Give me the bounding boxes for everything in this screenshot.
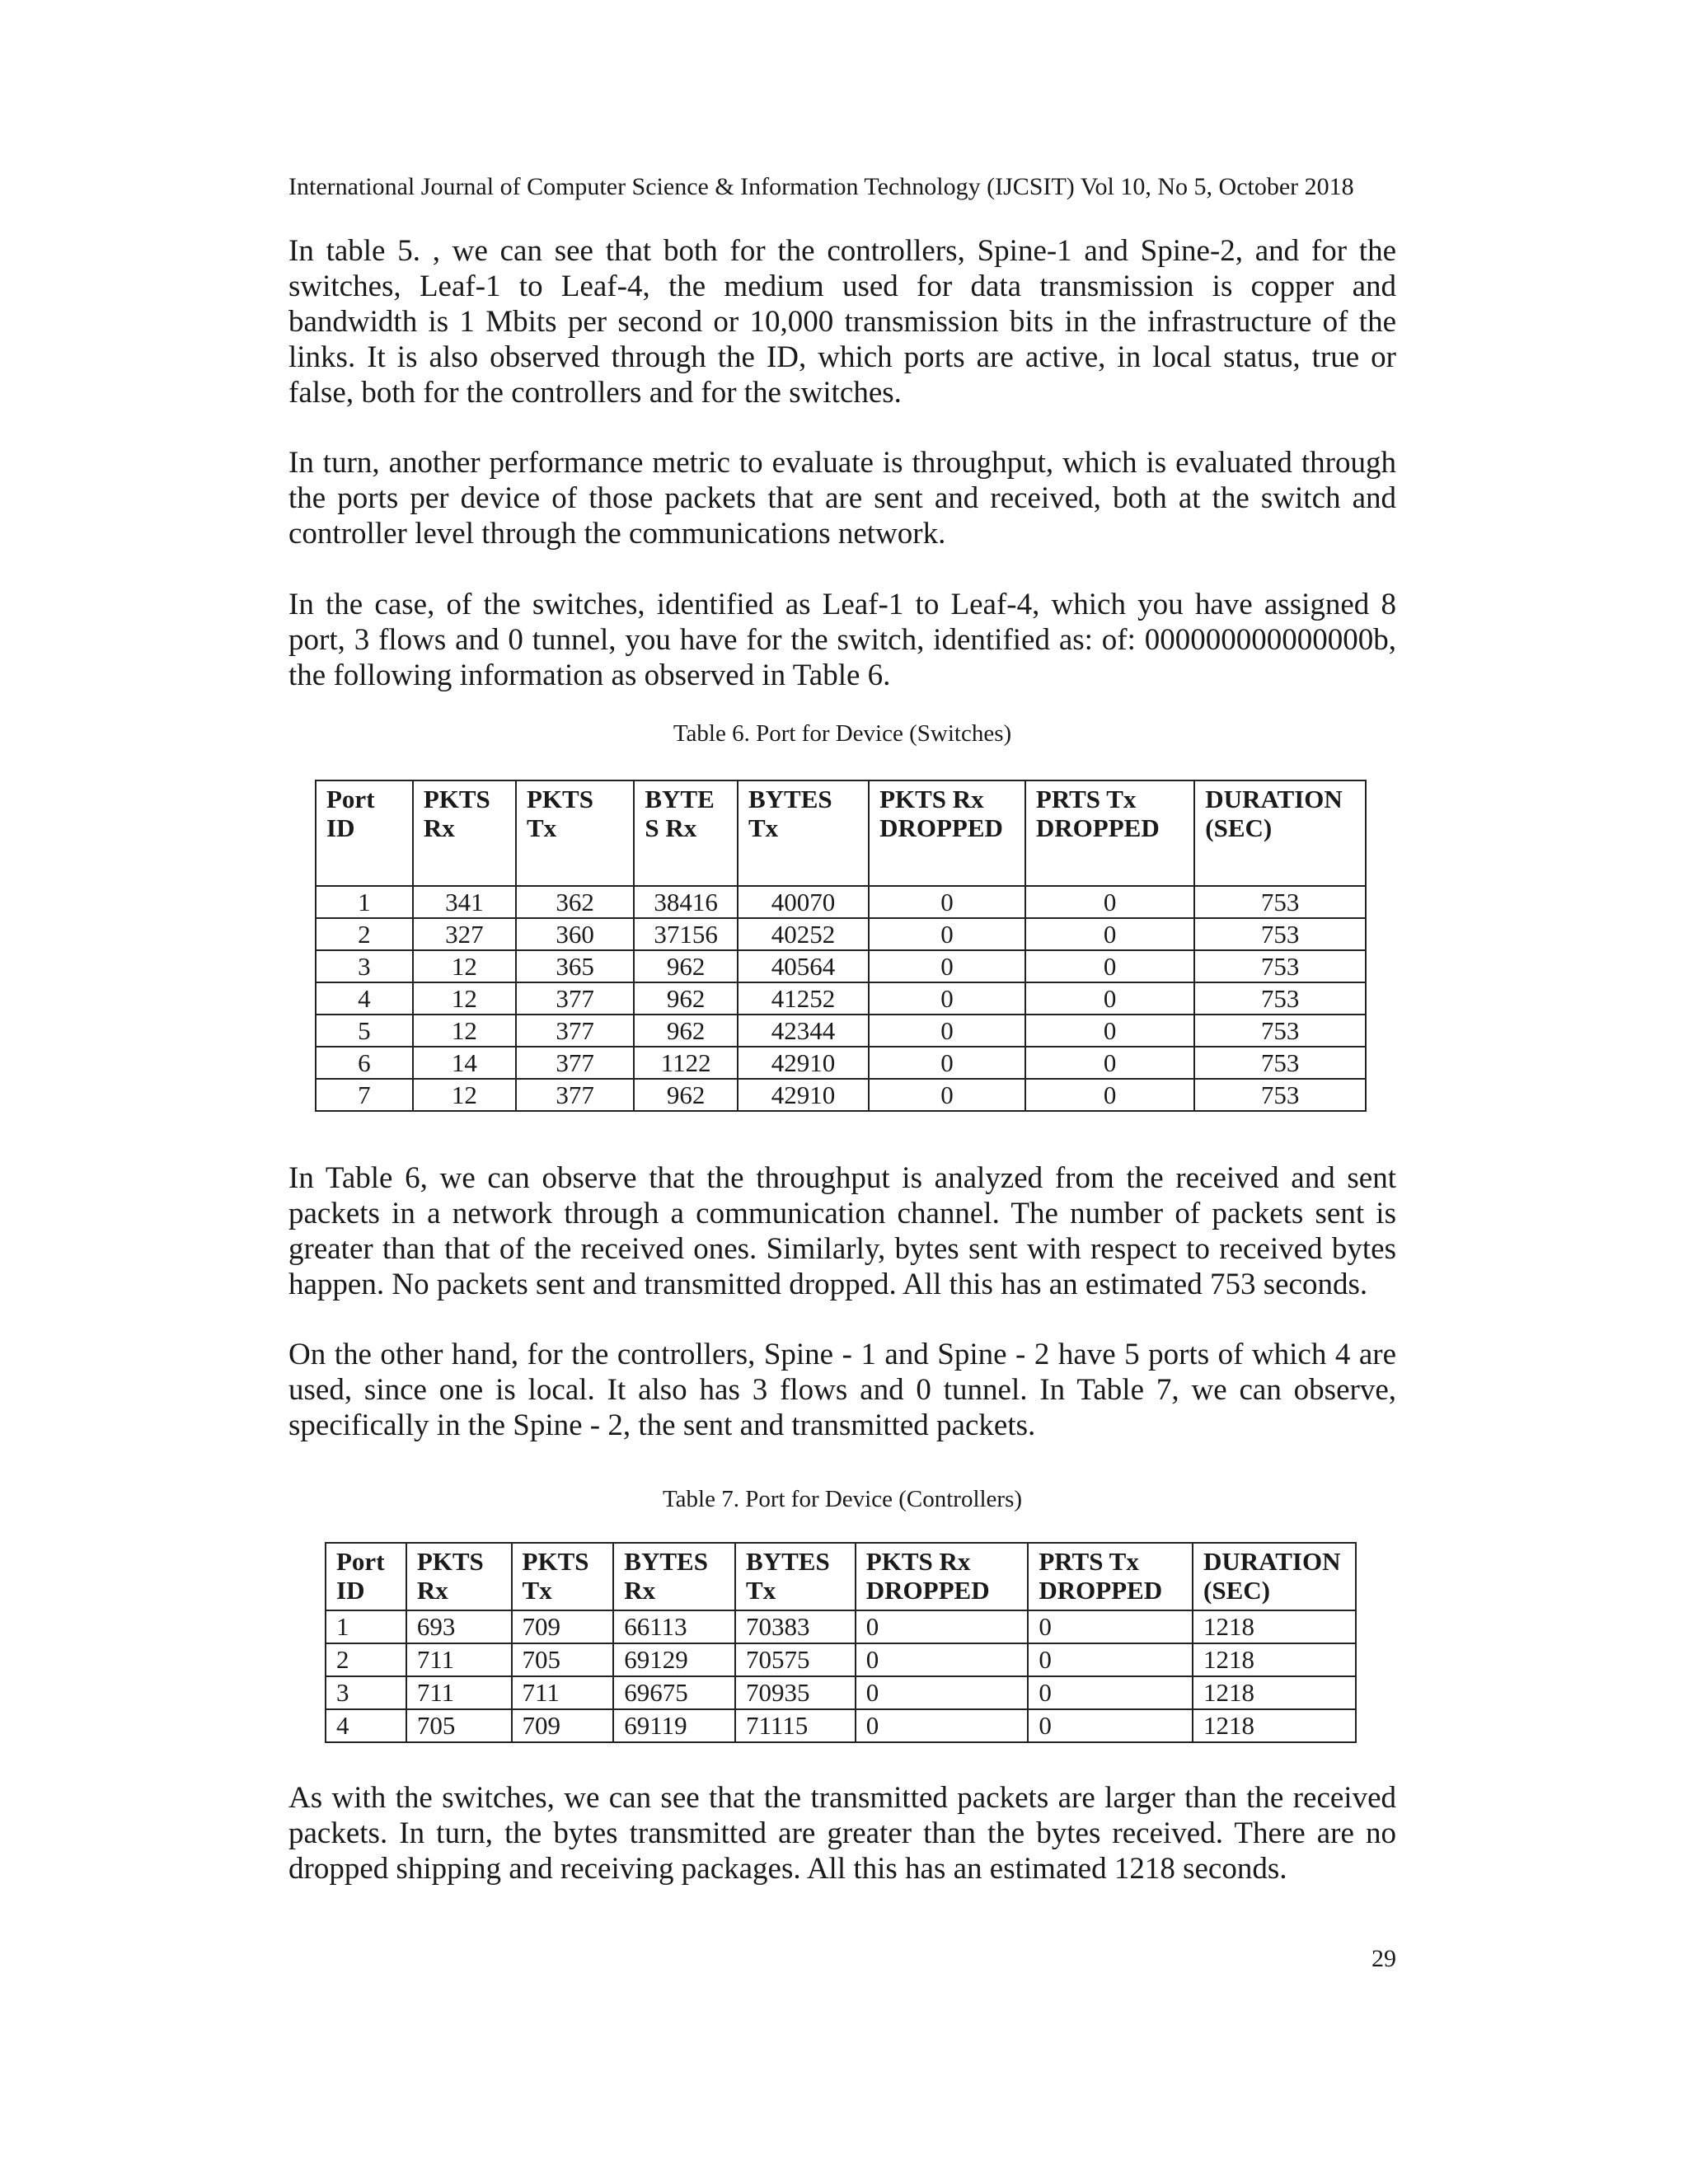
- header-cell: PKTS Tx: [516, 780, 634, 886]
- header-cell: Port ID: [316, 780, 413, 886]
- table-cell: 12: [413, 1015, 516, 1047]
- header-cell: PKTS Rx: [406, 1543, 512, 1610]
- paragraph-3: In the case, of the switches, identified as Leaf-1 to Leaf-4, which you have assigned 8 port, 3 flows and 0 tunnel, you have for the switch, identified as: of: 000000000000000b, the following information as observed in Table 6.: [288, 588, 1396, 692]
- table-row: [316, 1015, 1366, 1047]
- table-switches: [315, 780, 1367, 1112]
- table-cell: 0: [1025, 1079, 1194, 1111]
- table-controllers: [325, 1542, 1357, 1743]
- table-cell: 711: [406, 1676, 512, 1709]
- table-cell: 753: [1194, 982, 1366, 1015]
- table-cell: 377: [516, 1079, 634, 1111]
- table-cell: 0: [869, 1015, 1025, 1047]
- table-cell: 0: [869, 1047, 1025, 1079]
- table-cell: 3: [326, 1676, 406, 1709]
- table-cell: 6: [316, 1047, 413, 1079]
- header-cell: BYTES Tx: [738, 780, 869, 886]
- table-cell: 69119: [613, 1709, 735, 1742]
- paragraph-2: In turn, another performance metric to evaluate is throughput, which is evaluated through the ports per device of those packets that are sent and received, both at the switch and controller level through the communications network.: [288, 446, 1396, 551]
- table-cell: 709: [512, 1709, 614, 1742]
- table-cell: 42910: [738, 1047, 869, 1079]
- paragraph-1: In table 5. , we can see that both for the controllers, Spine-1 and Spine-2, and for the switches, Leaf-1 to Leaf-4, the medium used for data transmission is copper and bandwidth is 1 Mbits per second or 10,000 transmission bits in the infrastructure of the links. It is also observed through the ID, which ports are active, in local status, true or false, both for the controllers and for the switches.: [288, 234, 1396, 410]
- table-cell: 5: [316, 1015, 413, 1047]
- table-cell: 327: [413, 918, 516, 950]
- table-cell: 40070: [738, 886, 869, 918]
- header-cell: BYTES Tx: [735, 1543, 856, 1610]
- table-row: [316, 918, 1366, 950]
- table-row: [326, 1643, 1356, 1676]
- table-cell: 705: [406, 1709, 512, 1742]
- page-number: 29: [1372, 1945, 1396, 1972]
- table-cell: 0: [1028, 1643, 1193, 1676]
- table-cell: 0: [1025, 1015, 1194, 1047]
- table-cell: 71115: [735, 1709, 856, 1742]
- table-cell: 1122: [634, 1047, 738, 1079]
- table-cell: 12: [413, 950, 516, 982]
- table-cell: 3: [316, 950, 413, 982]
- header-cell: PKTS Tx: [512, 1543, 614, 1610]
- header-cell: BYTES Rx: [613, 1543, 735, 1610]
- header-cell: PKTS Rx: [413, 780, 516, 886]
- table-row: [316, 1047, 1366, 1079]
- header-cell: Port ID: [326, 1543, 406, 1610]
- table-row: [316, 1079, 1366, 1111]
- table-cell: 4: [316, 982, 413, 1015]
- table-cell: 962: [634, 982, 738, 1015]
- table-cell: 753: [1194, 950, 1366, 982]
- table-row: [316, 950, 1366, 982]
- header-cell: PRTS Tx DROPPED: [1025, 780, 1194, 886]
- table-cell: 42910: [738, 1079, 869, 1111]
- table-cell: 377: [516, 1047, 634, 1079]
- table-cell: 0: [869, 918, 1025, 950]
- table-cell: 12: [413, 982, 516, 1015]
- table-cell: 753: [1194, 1015, 1366, 1047]
- paragraph-6: As with the switches, we can see that the transmitted packets are larger than the received packets. In turn, the bytes transmitted are greater than the bytes received. There are no dropped shipping and receiving packages. All this has an estimated 1218 seconds.: [288, 1781, 1396, 1886]
- table-cell: 709: [512, 1610, 614, 1643]
- table-cell: 0: [1025, 918, 1194, 950]
- table-cell: 0: [1025, 982, 1194, 1015]
- table-cell: 711: [406, 1643, 512, 1676]
- table-cell: 0: [869, 950, 1025, 982]
- table-cell: 38416: [634, 886, 738, 918]
- table-cell: 0: [1028, 1610, 1193, 1643]
- table-cell: 360: [516, 918, 634, 950]
- table-cell: 1218: [1193, 1709, 1356, 1742]
- table-cell: 0: [1028, 1676, 1193, 1709]
- table-header-row: [326, 1543, 1356, 1610]
- table-cell: 753: [1194, 1079, 1366, 1111]
- table-cell: 37156: [634, 918, 738, 950]
- table-cell: 40252: [738, 918, 869, 950]
- table-cell: 0: [869, 886, 1025, 918]
- table-cell: 1218: [1193, 1610, 1356, 1643]
- table-cell: 14: [413, 1047, 516, 1079]
- header-cell: DURATION (SEC): [1194, 780, 1366, 886]
- header-cell: PKTS Rx DROPPED: [869, 780, 1025, 886]
- table-cell: 2: [316, 918, 413, 950]
- table6-caption: Table 6. Port for Device (Switches): [673, 720, 1012, 747]
- table-cell: 705: [512, 1643, 614, 1676]
- header-cell: DURATION (SEC): [1193, 1543, 1356, 1610]
- table-cell: 753: [1194, 918, 1366, 950]
- table-cell: 962: [634, 1015, 738, 1047]
- table-cell: 377: [516, 1015, 634, 1047]
- table-cell: 0: [856, 1676, 1029, 1709]
- table-cell: 0: [1028, 1709, 1193, 1742]
- table-cell: 1218: [1193, 1676, 1356, 1709]
- table-cell: 365: [516, 950, 634, 982]
- table7-caption: Table 7. Port for Device (Controllers): [662, 1486, 1023, 1512]
- table-cell: 962: [634, 1079, 738, 1111]
- table-cell: 1: [316, 886, 413, 918]
- table-row: [326, 1610, 1356, 1643]
- table-row: [326, 1709, 1356, 1742]
- table-cell: 69675: [613, 1676, 735, 1709]
- table-cell: 341: [413, 886, 516, 918]
- table-cell: 753: [1194, 886, 1366, 918]
- table-cell: 1218: [1193, 1643, 1356, 1676]
- table-cell: 1: [326, 1610, 406, 1643]
- table-cell: 12: [413, 1079, 516, 1111]
- header-cell: BYTE S Rx: [634, 780, 738, 886]
- paragraph-5: On the other hand, for the controllers, Spine - 1 and Spine - 2 have 5 ports of which 4 are used, since one is local. It also has 3 flows and 0 tunnel. In Table 7, we can observe, specifically in the Spine - 2, the sent and transmitted packets.: [288, 1338, 1396, 1442]
- table-cell: 66113: [613, 1610, 735, 1643]
- table-cell: 70575: [735, 1643, 856, 1676]
- table-cell: 0: [869, 982, 1025, 1015]
- table-cell: 0: [1025, 886, 1194, 918]
- table-cell: 0: [856, 1709, 1029, 1742]
- table-cell: 362: [516, 886, 634, 918]
- table-cell: 0: [856, 1610, 1029, 1643]
- table-cell: 42344: [738, 1015, 869, 1047]
- header-cell: PKTS Rx DROPPED: [856, 1543, 1029, 1610]
- table-cell: 0: [1025, 1047, 1194, 1079]
- table-cell: 693: [406, 1610, 512, 1643]
- table-row: [316, 886, 1366, 918]
- running-header: International Journal of Computer Science & Information Technology (IJCSIT) Vol 10, No 5, October 2018: [288, 173, 1354, 200]
- table-cell: 4: [326, 1709, 406, 1742]
- paragraph-4: In Table 6, we can observe that the throughput is analyzed from the received and sent packets in a network through a communication channel. The number of packets sent is greater than that of the received ones. Similarly, bytes sent with respect to received bytes happen. No packets sent and transmitted dropped. All this has an estimated 753 seconds.: [288, 1161, 1396, 1301]
- header-cell: PRTS Tx DROPPED: [1028, 1543, 1193, 1610]
- table-cell: 7: [316, 1079, 413, 1111]
- table-cell: 962: [634, 950, 738, 982]
- table-cell: 753: [1194, 1047, 1366, 1079]
- table-cell: 711: [512, 1676, 614, 1709]
- table-cell: 69129: [613, 1643, 735, 1676]
- table-cell: 377: [516, 982, 634, 1015]
- table-cell: 0: [1025, 950, 1194, 982]
- table-cell: 0: [856, 1643, 1029, 1676]
- table-cell: 2: [326, 1643, 406, 1676]
- table-cell: 70383: [735, 1610, 856, 1643]
- table-cell: 41252: [738, 982, 869, 1015]
- table-cell: 70935: [735, 1676, 856, 1709]
- table-cell: 0: [869, 1079, 1025, 1111]
- table-header-row: [316, 780, 1366, 886]
- table-row: [326, 1676, 1356, 1709]
- table-row: [316, 982, 1366, 1015]
- table-cell: 40564: [738, 950, 869, 982]
